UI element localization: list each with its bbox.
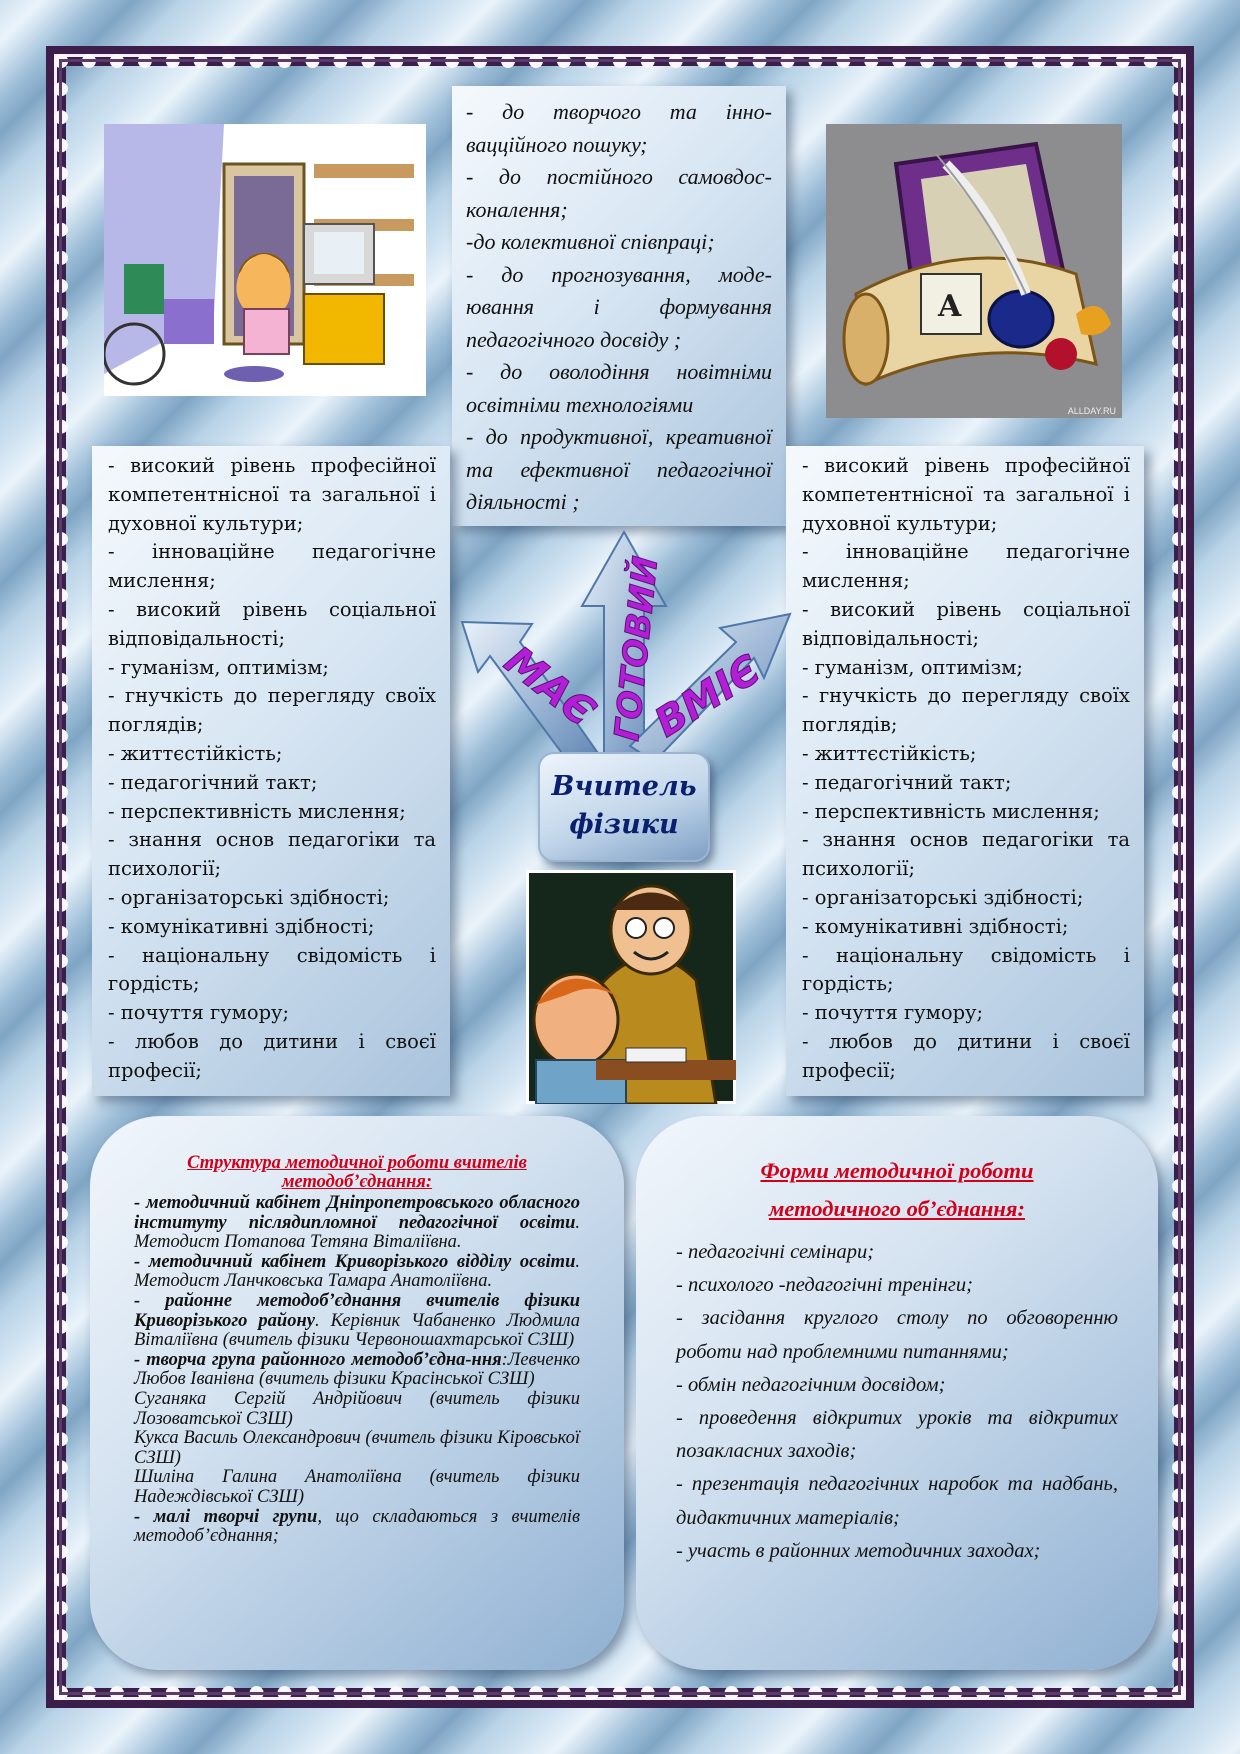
quality-item: - перспективність мислення; [802, 799, 1100, 823]
can-do-panel-right [786, 446, 1144, 1096]
structure-item: Суганяка Сергій Андрійович (вчитель фізики Лозоватської СЗШ) [134, 1388, 580, 1429]
center-title-line1: Вчитель [551, 771, 697, 802]
structure-item [134, 1508, 580, 1547]
structure-item-rest: :Левченко Любов Іванівна (вчитель фізики Красінської СЗШ) [134, 1349, 580, 1390]
scroll-quill-illustration [826, 124, 1122, 418]
quality-item: - високий рівень соціальної відповідальності; [108, 597, 436, 650]
quality-item: - комунікативні здібності; [802, 914, 1069, 938]
structure-item [134, 1194, 580, 1253]
teacher-physics-box [538, 752, 710, 862]
center-title-line2: фізики [569, 809, 679, 840]
forms-item: - психолого -педагогічні тренінги; [676, 1274, 973, 1297]
quality-item: - знання основ педагогіки та психології; [108, 828, 436, 881]
structure-item-bold: - методичний кабінет Криворізького відділу освіти [134, 1251, 576, 1272]
quality-item: - інноваційне педагогічне мислення; [108, 540, 436, 593]
arrows-diagram [454, 526, 794, 764]
teacher-student-illustration [526, 870, 736, 1104]
qualities-list-right [802, 452, 1130, 1086]
has-qualities-panel-left [92, 446, 450, 1096]
quality-item: - комунікативні здібності; [108, 914, 375, 938]
forms-item: - участь в районних методичних заходах; [676, 1539, 1041, 1562]
quality-item: - гнучкість до перегляду своїх поглядів; [802, 684, 1130, 737]
quality-item: - любов до дитини і своєї професії; [108, 1029, 436, 1082]
structure-body [134, 1194, 580, 1547]
quality-item: - життєстійкість; [108, 741, 283, 765]
quality-item: - високий рівень професійної компетентнісної та загальної і духовної культури; [108, 454, 436, 535]
ready-item: - до продуктивної, креативної та ефективної педагогічної діяльності ; [466, 424, 772, 514]
ready-item: - до оволодіння новітніми освітніми технологіями [466, 359, 772, 417]
quality-item: - педагогічний такт; [108, 770, 318, 794]
forms-item: - обмін педагогічним досвідом; [676, 1373, 946, 1396]
ready-item: - до творчого та інно-вацційного пошуку; [466, 99, 772, 157]
ready-item: - до постійного самовдос-коналення; [466, 164, 772, 222]
quality-item: - інноваційне педагогічне мислення; [802, 540, 1130, 593]
forms-item: - педагогічні семінари; [676, 1241, 875, 1263]
structure-item: Кукса Василь Олександрович (вчитель фізики Кіровської СЗШ) [134, 1428, 580, 1468]
quality-item: - високий рівень професійної компетентнісної та загальної і духовної культури; [802, 454, 1130, 535]
forms-item: - засідання круглого столу по обговоренню роботи над проблемними питаннями; [676, 1307, 1118, 1363]
quality-item: - перспективність мислення; [108, 799, 406, 823]
teacher-student-drawing [526, 870, 736, 1104]
structure-item-bold: - районне методоб’єднання вчителів фізики Криворізького району [134, 1290, 580, 1331]
arrow-label-can: ВМІЄ [646, 646, 769, 747]
ready-item: - до прогнозування, моде-ювання і формування педагогічного досвіду ; [466, 261, 772, 352]
quality-item: - національну свідомість і гордість; [802, 943, 1130, 996]
structure-item [134, 1292, 580, 1351]
structure-item [134, 1351, 580, 1390]
forms-panel [636, 1116, 1158, 1670]
structure-item [134, 1253, 580, 1292]
structure-title: Структура методичної роботи вчителів методоб’єднання: [187, 1153, 527, 1192]
girl-computer-illustration [104, 124, 426, 396]
watermark-text: ALLDAY.RU [1067, 406, 1116, 416]
ready-item: -до колективної співпраці; [466, 229, 715, 254]
structure-item-bold: - малі творчі групи [134, 1506, 318, 1527]
girl-computer-drawing [104, 124, 426, 396]
skills-ready-panel [452, 86, 786, 526]
structure-panel [90, 1116, 624, 1670]
quality-item: - життєстійкість; [802, 741, 977, 765]
quality-item: - педагогічний такт; [802, 770, 1012, 794]
forms-item: - проведення відкритих уроків та відкритих позакласних заходів; [676, 1407, 1118, 1463]
structure-item-rest: . Методист Потапова Тетяна Віталіївна. [134, 1212, 580, 1253]
structure-item: Шиліна Галина Анатоліївна (вчитель фізики Надеждівської СЗШ) [134, 1467, 580, 1507]
quality-item: - знання основ педагогіки та психології; [802, 828, 1130, 881]
quality-item: - організаторські здібності; [108, 885, 390, 909]
quality-item: - гнучкість до перегляду своїх поглядів; [108, 684, 436, 737]
qualities-list-left [108, 452, 436, 1086]
quality-item: - любов до дитини і своєї професії; [802, 1029, 1130, 1082]
quality-item: - національну свідомість і гордість; [108, 943, 436, 996]
structure-item-bold: - творча група районного методоб’єдна-ння [134, 1349, 502, 1370]
structure-item-rest: , що складаються з вчителів методоб’єднання; [134, 1506, 580, 1547]
structure-item-bold: - методичний кабінет Дніпропетровського обласного інституту післядипломної педагогічної освіти [134, 1193, 580, 1233]
quality-item: - почуття гумору; [802, 1001, 984, 1025]
quality-item: - гуманізм, оптимізм; [108, 655, 330, 679]
forms-title: Форми методичної роботи методичного об’єднання: [760, 1158, 1034, 1221]
arrow-label-ready: ГОТОВИЙ [607, 554, 667, 743]
letter-a-mark: A [938, 289, 962, 324]
arrow-label-has: МАЄ [495, 637, 604, 736]
quality-item: - організаторські здібності; [802, 885, 1084, 909]
quality-item: - високий рівень соціальної відповідальності; [802, 597, 1130, 650]
forms-item: - презентація педагогічних наробок та надбань, дидактичних матеріалів; [676, 1473, 1118, 1529]
forms-list [676, 1236, 1118, 1568]
structure-item-rest: . Методист Ланчковська Тамара Анатоліївна. [134, 1251, 580, 1292]
quality-item: - гуманізм, оптимізм; [802, 655, 1024, 679]
ready-list [466, 96, 772, 519]
quality-item: - почуття гумору; [108, 1001, 290, 1025]
structure-item-rest: . Керівник Чабаненко Людмила Віталіївна (вчитель фізики Червоношахтарської СЗШ) [134, 1310, 580, 1351]
scroll-quill-drawing [826, 124, 1122, 418]
